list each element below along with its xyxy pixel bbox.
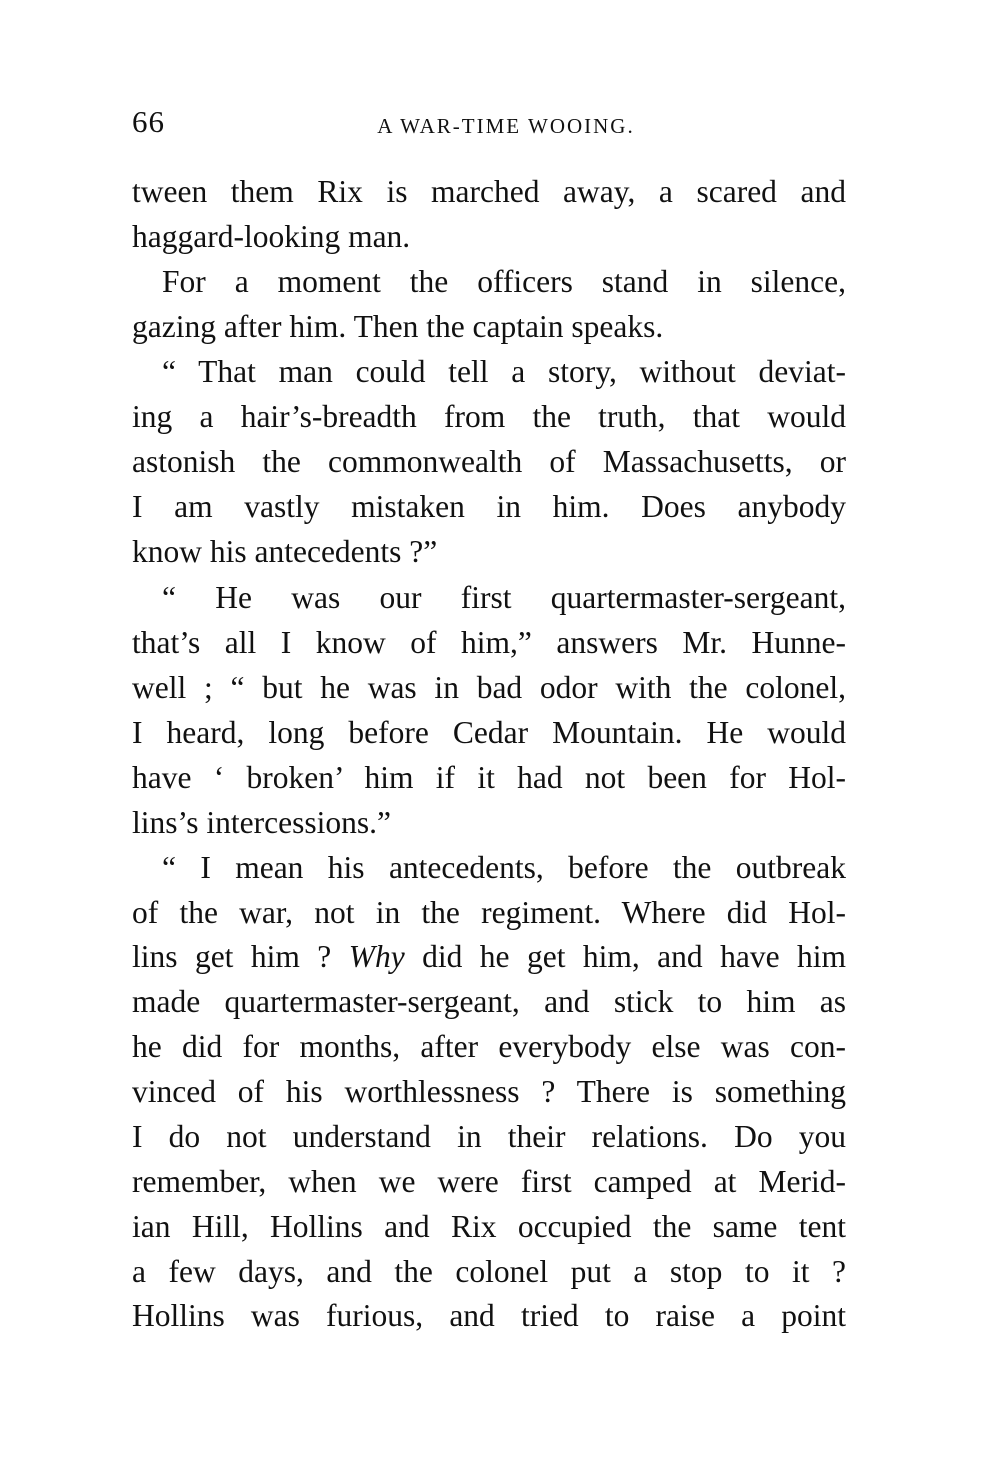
page-number: 66	[132, 104, 165, 139]
text-line: that’s all I know of him,” answers Mr. Hunne-	[132, 625, 846, 660]
text-line: vinced of his worthlessness ? There is something	[132, 1074, 846, 1109]
page-header	[132, 104, 846, 144]
text-line: I am vastly mistaken in him. Does anybody	[132, 489, 846, 524]
text-line: astonish the commonwealth of Massachusetts, or	[132, 444, 846, 479]
text-line-with-italic	[132, 935, 846, 979]
text-line: lins’s intercessions.”	[132, 805, 391, 840]
text-line: know his antecedents ?”	[132, 534, 438, 569]
text-line: a few days, and the colonel put a stop to it ?	[132, 1254, 846, 1289]
text-line: I heard, long before Cedar Mountain. He would	[132, 715, 846, 750]
text-line: haggard-looking man.	[132, 219, 411, 254]
paragraph-first-line: “ He was our first quartermaster-sergeant,	[162, 580, 846, 615]
text-line: he did for months, after everybody else was con-	[132, 1029, 846, 1064]
running-head: A WAR-TIME WOOING.	[377, 114, 635, 138]
text-line: remember, when we were first camped at Merid-	[132, 1164, 846, 1199]
paragraph-first-line: “ I mean his antecedents, before the outbreak	[162, 850, 846, 885]
italic-word: Why	[348, 939, 405, 974]
text-line: gazing after him. Then the captain speaks.	[132, 309, 664, 344]
paragraph-first-line: For a moment the officers stand in silence,	[162, 264, 846, 299]
text-line: well ; “ but he was in bad odor with the colonel,	[132, 670, 846, 705]
text-segment: did he get him, and have him	[404, 939, 846, 974]
text-line: I do not understand in their relations. Do you	[132, 1119, 846, 1154]
text-line: made quartermaster-sergeant, and stick to him as	[132, 984, 846, 1019]
text-line: of the war, not in the regiment. Where did Hol-	[132, 895, 846, 930]
text-line: ing a hair’s-breadth from the truth, that would	[132, 399, 846, 434]
paragraph-first-line: “ That man could tell a story, without deviat-	[162, 354, 846, 389]
text-line: tween them Rix is marched away, a scared and	[132, 174, 846, 209]
text-segment: lins get him ?	[132, 939, 349, 974]
text-line: have ‘ broken’ him if it had not been for Hol-	[132, 760, 846, 795]
text-line: ian Hill, Hollins and Rix occupied the same tent	[132, 1209, 846, 1244]
text-line: Hollins was furious, and tried to raise a point	[132, 1298, 846, 1333]
